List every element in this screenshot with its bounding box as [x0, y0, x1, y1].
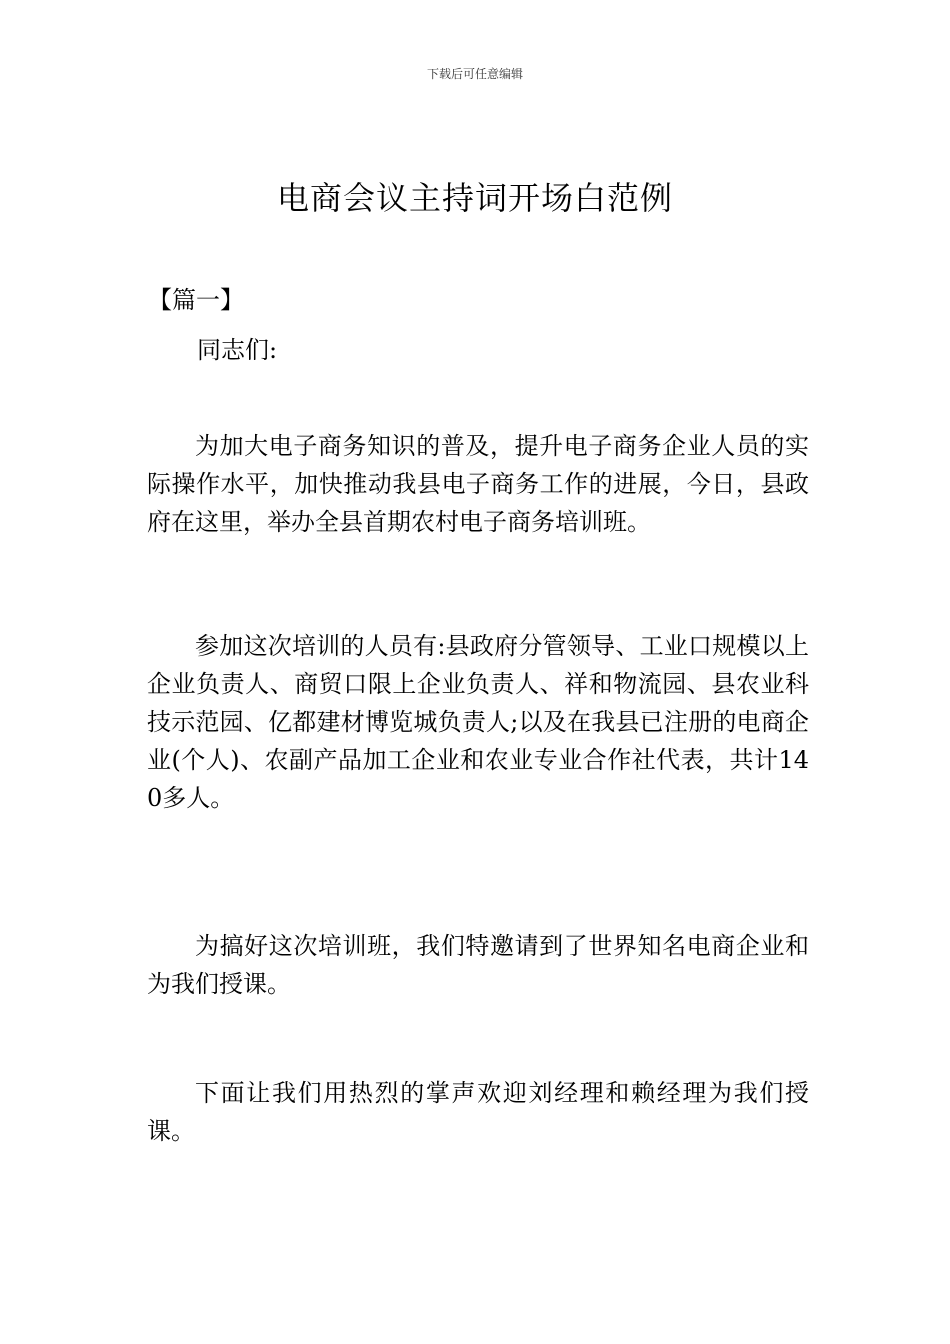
paragraph-2: 参加这次培训的人员有:县政府分管领导、工业口规模以上企业负责人、商贸口限上企业负责人、祥和物流园、县农业科技示范园、亿都建材博览城负责人;以及在我县已注册的电商企业(个人)、农副产品加工企业和农业专业合作社代表，共计140多人。: [147, 632, 809, 812]
paragraph-1: 为加大电子商务知识的普及，提升电子商务企业人员的实际操作水平，加快推动我县电子商务工作的进展，今日，县政府在这里，举办全县首期农村电子商务培训班。: [147, 432, 809, 536]
section-label: 【篇一】: [148, 286, 244, 314]
paragraph-4: 下面让我们用热烈的掌声欢迎刘经理和赖经理为我们授课。: [147, 1079, 809, 1145]
document-title: 电商会议主持词开场白范例: [276, 179, 673, 217]
greeting-text: 同志们:: [197, 336, 278, 364]
paragraph-3: 为搞好这次培训班，我们特邀请到了世界知名电商企业和为我们授课。: [147, 932, 809, 998]
header-note: 下载后可任意编辑: [426, 67, 523, 81]
